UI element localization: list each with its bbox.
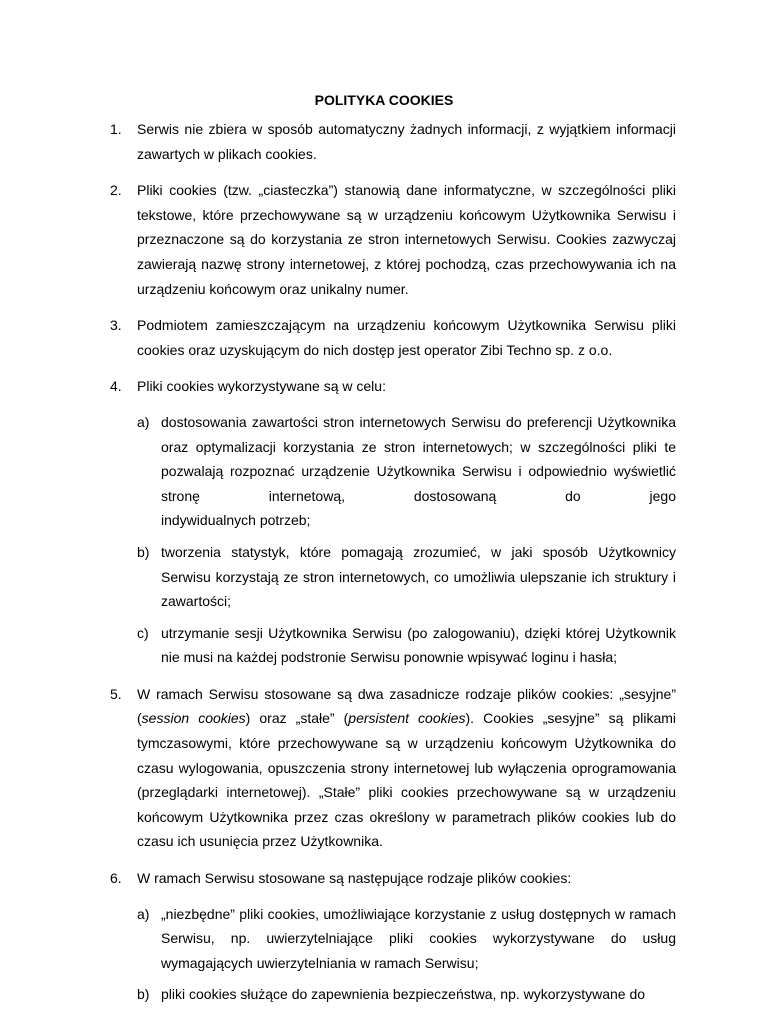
item-number: 6. (110, 870, 122, 887)
list-item-1 (110, 117, 676, 166)
item-text: Podmiotem zamieszczającym na urządzeniu końcowym Użytkownika Serwisu pliki cookies oraz uzyskującym do nich dostęp jest operator Zibi Techno sp. z o.o. (137, 317, 676, 358)
sub-item-letter: b) (137, 543, 150, 560)
item-text-italic: session cookies (141, 710, 246, 727)
list-item-2 (110, 178, 676, 301)
item-number: 1. (110, 121, 122, 137)
document-body (110, 117, 676, 1019)
sub-item-4a (137, 410, 676, 533)
item-text (137, 686, 676, 850)
item-text-italic: persistent cookies (348, 710, 466, 727)
list-item-6 (110, 866, 676, 1007)
item-number: 4. (110, 378, 122, 395)
item-text-part: W ramach Serwisu stosowane są dwa zasadnicze rodzaje plików cookies: „sesyjne” ( (137, 685, 676, 727)
item-number: 3. (110, 317, 122, 334)
sub-list (137, 410, 676, 670)
sub-item-letter: b) (137, 986, 150, 1003)
sub-item-text: tworzenia statystyk, które pomagają zrozumieć, w jaki sposób Użytkownicy Serwisu korzystają ze stron internetowych, co umożliwia ulepszanie ich struktury i zawartości; (161, 543, 676, 610)
item-number: 2. (110, 182, 122, 199)
sub-item-letter: c) (137, 624, 149, 641)
sub-item-text: „niezbędne” pliki cookies, umożliwiające korzystanie z usług dostępnych w ramach Serwisu, np. uwierzytelniające pliki cookies wykorzystywane do usług wymagających uwierzytelniania w ramach Serwisu; (161, 905, 676, 971)
item-text: Serwis nie zbiera w sposób automatyczny żadnych informacji, z wyjątkiem informacji zawartych w plikach cookies. (137, 121, 676, 162)
sub-item-6b (137, 982, 676, 1007)
sub-list (137, 902, 676, 1007)
item-text-part: ). Cookies „sesyjne” są plikami tymczasowymi, które przechowywane są w urządzeniu końcowym Użytkownika do czasu wylogowania, opuszczenia strony internetowej lub wyłączenia oprogramowania (przeglądarki internetowej). „Stałe” pliki cookies przechowywane są w urządzeniu końcowym Użytkownika przez czas określony w parametrach plików cookies lub do czasu ich usunięcia przez Użytkownika. (137, 710, 677, 850)
sub-item-letter: a) (137, 413, 150, 430)
sub-item-text: utrzymanie sesji Użytkownika Serwisu (po zalogowaniu), dzięki której Użytkownik nie musi na każdej podstronie Serwisu ponownie wpisywać loginu i hasła; (161, 624, 676, 666)
item-text-part: ) oraz „stałe” ( (245, 710, 349, 727)
sub-item-text: pliki cookies służące do zapewnienia bezpieczeństwa, np. wykorzystywane do (161, 986, 646, 1003)
sub-item-letter: a) (137, 905, 150, 922)
sub-item-4c (137, 621, 676, 670)
item-text: W ramach Serwisu stosowane są następujące rodzaje plików cookies: (137, 870, 572, 887)
sub-item-6a (137, 902, 676, 976)
list-item-5 (110, 682, 676, 854)
document-title: POLITYKA COOKIES (314, 92, 454, 108)
sub-item-4b (137, 540, 676, 614)
list-item-3 (110, 313, 676, 362)
item-text: Pliki cookies wykorzystywane są w celu: (137, 378, 386, 395)
list-item-4 (110, 374, 676, 670)
sub-item-text-continued: indywidualnych potrzeb; (161, 512, 311, 529)
sub-item-text: dostosowania zawartości stron internetowych Serwisu do preferencji Użytkownika oraz optymalizacji korzystania ze stron internetowych; w szczególności pliki te pozwalają rozpoznać urządzenie Użytkownika Serwisu i odpowiednio wyświetlić stronę internetową, dostosowaną do jego (161, 413, 676, 504)
item-number: 5. (110, 685, 122, 702)
item-text: Pliki cookies (tzw. „ciasteczka”) stanowią dane informatyczne, w szczególności pliki tekstowe, które przechowywane są w urządzeniu końcowym Użytkownika Serwisu i przeznaczone są do korzystania ze stron internetowych Serwisu. Cookies zazwyczaj zawierają nazwę strony internetowej, z której pochodzą, czas przechowywania ich na urządzeniu końcowym oraz unikalny numer. (137, 182, 676, 297)
